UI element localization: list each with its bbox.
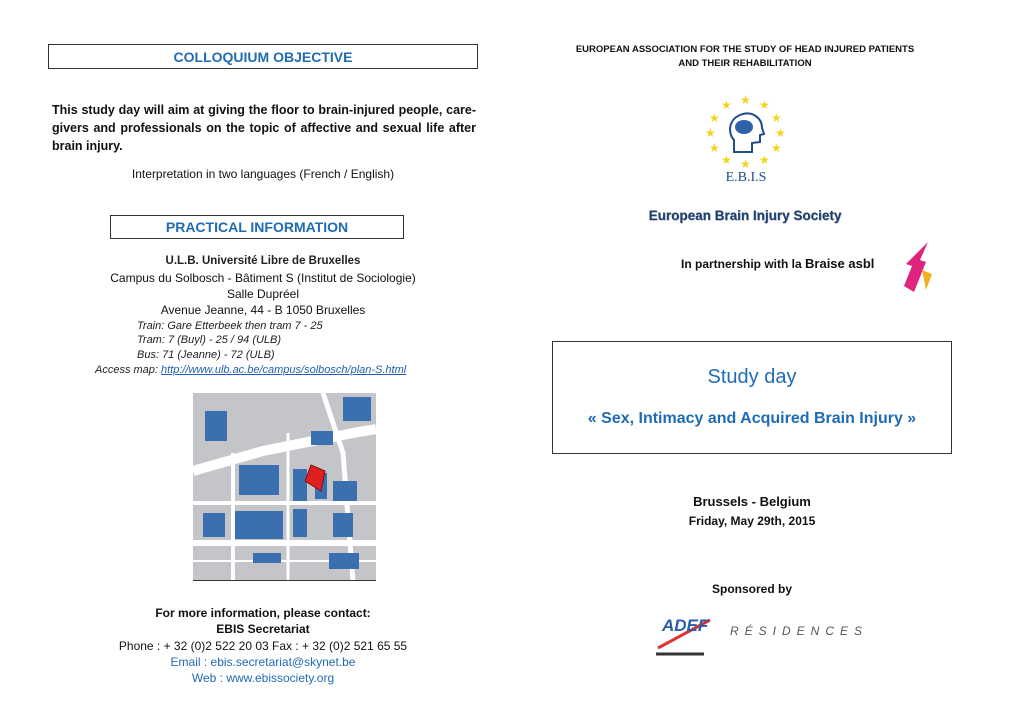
campus-map xyxy=(193,393,376,581)
braise-logo-icon xyxy=(900,240,936,294)
ebis-logo xyxy=(704,94,788,188)
sponsor-logo-text: ADEF xyxy=(662,616,709,635)
contact-email[interactable]: Email : ebis.secretariat@skynet.be xyxy=(170,655,356,669)
train-info: Train: Gare Etterbeek then tram 7 - 25 xyxy=(137,320,323,332)
contact-org: EBIS Secretariat xyxy=(216,622,310,636)
star-icon: ★ xyxy=(771,111,782,125)
sponsor-logo-text-2: RÉSIDENCES xyxy=(730,624,869,638)
partnership-line xyxy=(681,256,874,271)
star-icon: ★ xyxy=(740,157,751,171)
access-map-link[interactable]: http://www.ulb.ac.be/campus/solbosch/plan-S.html xyxy=(161,364,407,376)
contact-phone: Phone : + 32 (0)2 522 20 03 Fax : + 32 (0)2 521 65 55 xyxy=(118,639,408,653)
ebis-logo-text: E.B.I.S xyxy=(725,170,767,185)
campus-map-graphic xyxy=(193,393,376,581)
access-map-line xyxy=(95,364,406,376)
access-map-label: Access map: xyxy=(95,364,162,376)
star-icon: ★ xyxy=(759,98,770,112)
star-icon: ★ xyxy=(709,141,720,155)
venue-room: Salle Dupréel xyxy=(226,287,300,301)
venue-campus: Campus du Solbosch - Bâtiment S (Institut de Sociologie) xyxy=(110,271,416,285)
study-day-box xyxy=(552,341,952,454)
star-icon: ★ xyxy=(759,153,770,167)
contact-heading: For more information, please contact: xyxy=(155,606,371,620)
contact-web[interactable]: Web : www.ebissociety.org xyxy=(191,671,335,685)
interpretation-text: Interpretation in two languages (French / English) xyxy=(131,167,395,181)
map-divider xyxy=(193,580,376,581)
star-icon: ★ xyxy=(740,93,751,107)
event-date: Friday, May 29th, 2015 xyxy=(688,514,816,528)
star-icon: ★ xyxy=(709,111,720,125)
venue-address: Avenue Jeanne, 44 - B 1050 Bruxelles xyxy=(160,303,366,317)
head-profile-icon xyxy=(726,110,766,156)
sponsor-logo xyxy=(654,610,869,658)
association-line-2: AND THEIR REHABILITATION xyxy=(678,58,812,69)
venue-name: U.L.B. Université Libre de Bruxelles xyxy=(165,255,361,267)
star-icon: ★ xyxy=(721,153,732,167)
objective-text: This study day will aim at giving the floor to brain-injured people, care-givers and professionals on the topic of affective and sexual life after brain injury. xyxy=(52,103,476,153)
partnership-name: Braise asbl xyxy=(805,256,875,271)
tram-info: Tram: 7 (Buyl) - 25 / 94 (ULB) xyxy=(137,334,282,346)
society-name: European Brain Injury Society xyxy=(648,208,842,223)
association-line-1: EUROPEAN ASSOCIATION FOR THE STUDY OF HEAD INJURED PATIENTS xyxy=(575,44,915,55)
event-location: Brussels - Belgium xyxy=(693,494,811,509)
practical-information-header xyxy=(110,215,404,239)
star-icon: ★ xyxy=(721,98,732,112)
colloquium-objective-header xyxy=(48,44,478,69)
colloquium-objective-title: COLLOQUIUM OBJECTIVE xyxy=(173,48,353,65)
practical-information-title: PRACTICAL INFORMATION xyxy=(165,219,349,235)
sponsored-by-label: Sponsored by xyxy=(711,582,792,596)
study-day-subtitle: « Sex, Intimacy and Acquired Brain Injury » xyxy=(587,410,917,427)
star-icon: ★ xyxy=(771,141,782,155)
study-day-title: Study day xyxy=(707,366,797,388)
partnership-prefix: In partnership with la xyxy=(681,257,806,271)
star-icon: ★ xyxy=(705,126,716,140)
star-icon: ★ xyxy=(775,126,786,140)
bus-info: Bus: 71 (Jeanne) - 72 (ULB) xyxy=(137,349,275,361)
